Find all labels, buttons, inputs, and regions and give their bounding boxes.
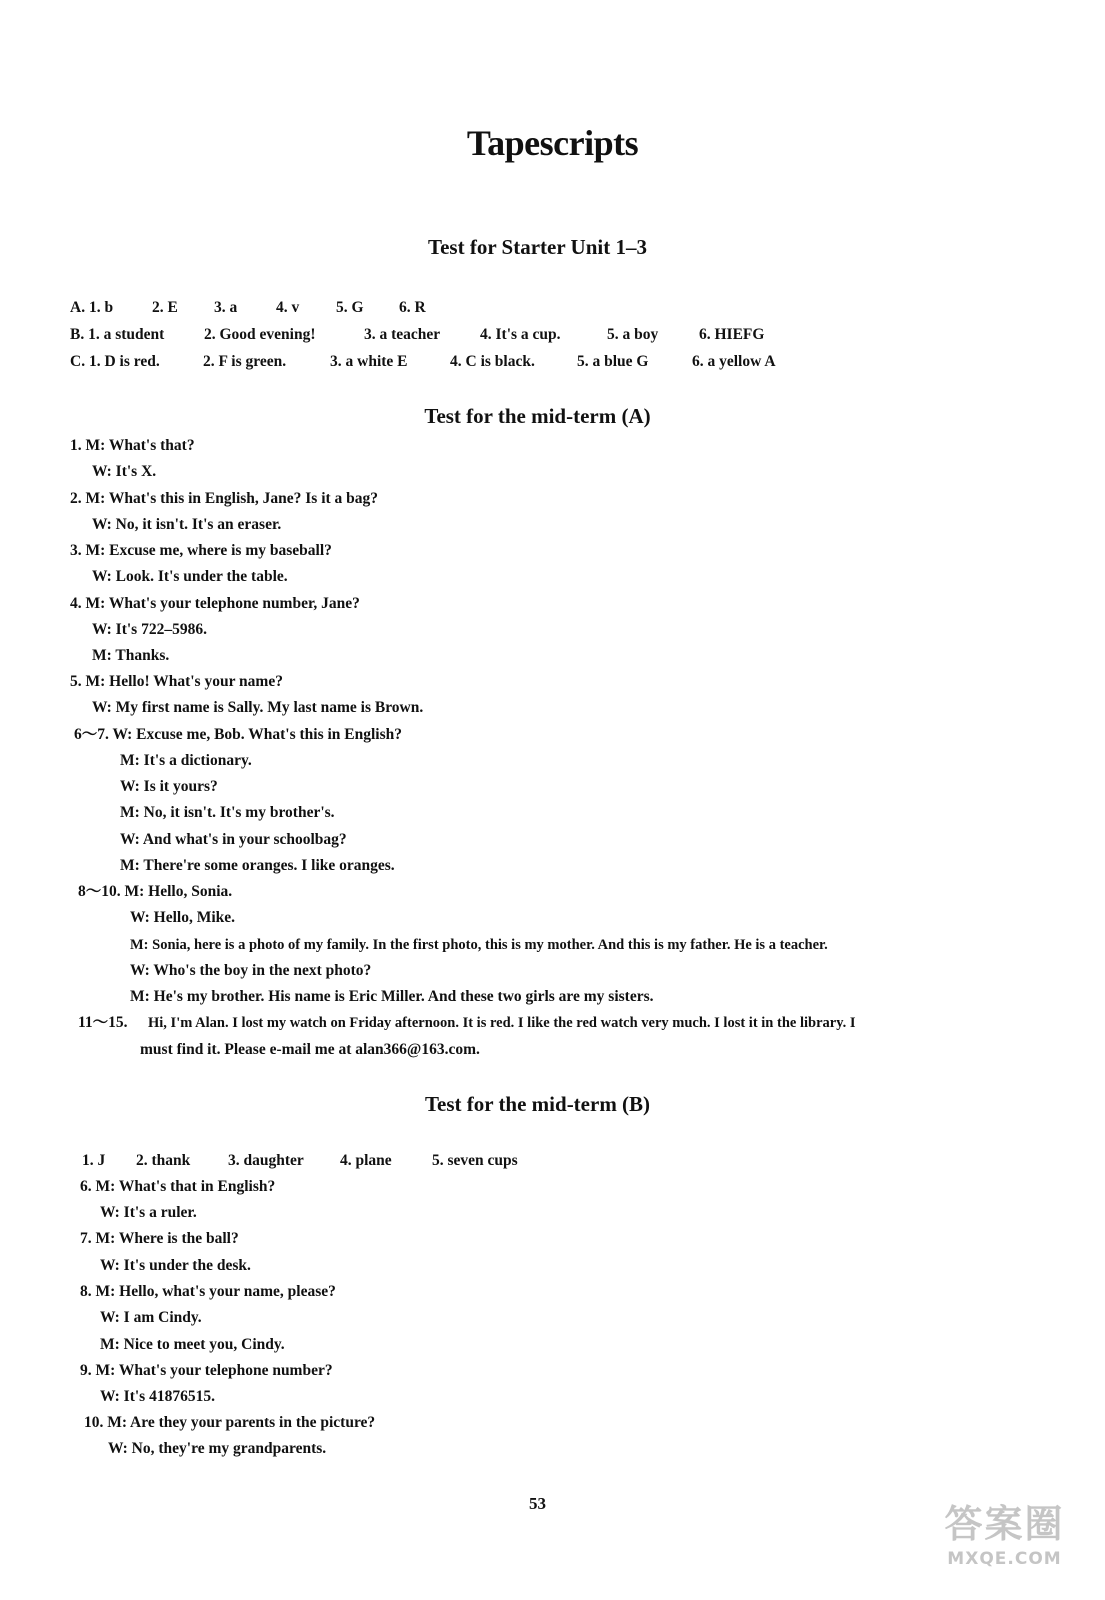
page-number: 53 [529, 1494, 546, 1513]
script-line: 11～15. [78, 1014, 128, 1031]
script-line: W: It's 41876515. [100, 1388, 215, 1405]
script-line: M: Thanks. [92, 647, 170, 664]
answer-item: 2. F is green. [203, 353, 287, 370]
script-line: 7. M: Where is the ball? [80, 1230, 239, 1247]
answer-item: 6. R [399, 299, 426, 316]
script-line: W: No, they're my grandparents. [108, 1440, 327, 1457]
script-line: 5. M: Hello! What's your name? [70, 673, 283, 690]
answer-row-a [70, 298, 426, 318]
answer-item: 4. plane [340, 1152, 392, 1169]
script-line: 3. M: Excuse me, where is my baseball? [70, 542, 332, 559]
answer-item: 2. Good evening! [204, 326, 316, 343]
answer-row-b1 [82, 1151, 518, 1171]
script-line: M: He's my brother. His name is Eric Miller. And these two girls are my sisters. [130, 988, 654, 1005]
answer-item: 4. v [276, 299, 300, 316]
answer-item: 4. C is black. [450, 353, 535, 370]
answer-item: 6. a yellow A [692, 353, 776, 370]
answer-row-c [70, 352, 776, 372]
answer-item: 2. E [152, 299, 178, 316]
answer-item: B. 1. a student [70, 326, 165, 343]
script-line: must find it. Please e-mail me at alan366@163.com. [140, 1041, 480, 1058]
script-line: 8. M: Hello, what's your name, please? [80, 1283, 336, 1300]
script-line: 6～7. W: Excuse me, Bob. What's this in English? [74, 726, 403, 743]
script-line: W: No, it isn't. It's an eraser. [92, 516, 282, 533]
answer-item: C. 1. D is red. [70, 353, 160, 370]
script-line: M: There're some oranges. I like oranges. [120, 857, 395, 874]
section-heading-midterm-a: Test for the mid-term (A) [424, 404, 651, 428]
script-line: M: No, it isn't. It's my brother's. [120, 804, 335, 821]
watermark-text-top: 答案圈 [944, 1502, 1065, 1546]
script-line: M: Nice to meet you, Cindy. [100, 1336, 285, 1353]
watermark-logo [942, 1500, 1067, 1590]
script-line: W: And what's in your schoolbag? [120, 831, 347, 848]
script-line: W: My first name is Sally. My last name is Brown. [92, 699, 424, 716]
script-line: W: Is it yours? [120, 778, 218, 795]
script-line: 2. M: What's this in English, Jane? Is it a bag? [70, 490, 379, 507]
script-line: W: It's a ruler. [100, 1204, 197, 1221]
script-line: W: Who's the boy in the next photo? [130, 962, 372, 979]
answer-item: 3. a teacher [364, 326, 441, 343]
script-line: 10. M: Are they your parents in the picture? [84, 1414, 376, 1431]
script-line: 4. M: What's your telephone number, Jane? [70, 595, 360, 612]
script-line: M: Sonia, here is a photo of my family. In the first photo, this is my mother. And this is my father. He is a teacher. [130, 937, 828, 953]
answer-item: 5. G [336, 299, 364, 316]
answer-item: 6. HIEFG [699, 326, 765, 343]
script-line: W: I am Cindy. [100, 1309, 202, 1326]
page-title: Tapescripts [466, 123, 639, 163]
watermark-text-bottom: MXQE.COM [947, 1549, 1062, 1569]
section-heading-starter: Test for Starter Unit 1–3 [428, 235, 647, 259]
answer-item: A. 1. b [70, 299, 114, 316]
answer-item: 5. a blue G [577, 353, 649, 370]
script-line: W: It's 722–5986. [92, 621, 207, 638]
script-line: Hi, I'm Alan. I lost my watch on Friday afternoon. It is red. I like the red watch very much. I lost it in the library. I [148, 1015, 856, 1031]
script-line: M: It's a dictionary. [120, 752, 252, 769]
answer-item: 2. thank [136, 1152, 191, 1169]
answer-item: 3. a white E [330, 353, 408, 370]
script-line: 1. M: What's that? [70, 437, 195, 454]
answer-item: 5. seven cups [432, 1152, 518, 1169]
answer-item: 1. J [82, 1152, 106, 1169]
answer-item: 3. daughter [228, 1152, 304, 1169]
script-line: 6. M: What's that in English? [80, 1178, 276, 1195]
script-line: W: Hello, Mike. [130, 909, 236, 926]
script-line: 8～10. M: Hello, Sonia. [78, 883, 233, 900]
section-heading-midterm-b: Test for the mid-term (B) [424, 1092, 651, 1116]
script-line: W: Look. It's under the table. [92, 568, 288, 585]
script-line: 9. M: What's your telephone number? [80, 1362, 333, 1379]
answer-item: 5. a boy [607, 326, 659, 343]
script-line: W: It's under the desk. [100, 1257, 251, 1274]
answer-row-b [70, 325, 764, 345]
answer-item: 3. a [214, 299, 238, 316]
answer-item: 4. It's a cup. [480, 326, 561, 343]
script-line: W: It's X. [92, 463, 157, 480]
